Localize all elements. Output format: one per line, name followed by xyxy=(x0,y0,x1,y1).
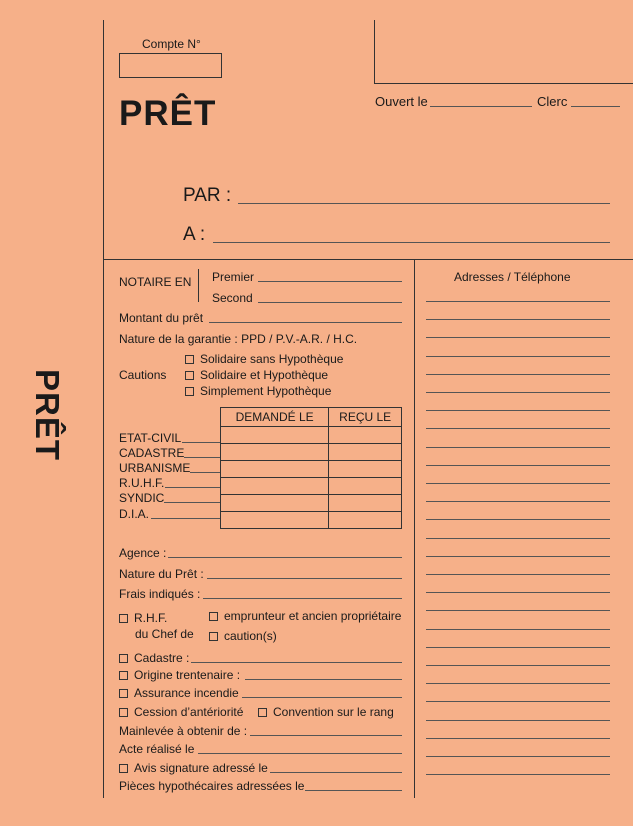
address-line[interactable] xyxy=(426,592,610,593)
checkbox[interactable] xyxy=(258,708,267,717)
address-line[interactable] xyxy=(426,665,610,666)
table-row xyxy=(221,461,402,478)
table-row xyxy=(221,495,402,512)
address-line[interactable] xyxy=(426,428,610,429)
documents-table xyxy=(220,407,402,529)
guarantee-label: Nature de la garantie : PPD / P.V.-A.R. / H.C. xyxy=(119,332,358,346)
checkbox[interactable] xyxy=(119,671,128,680)
checkbox[interactable] xyxy=(119,654,128,663)
address-line[interactable] xyxy=(426,629,610,630)
insurance-option[interactable]: Assurance incendie xyxy=(119,686,239,700)
page-title: PRÊT xyxy=(119,94,217,133)
rhf-caution-option[interactable]: caution(s) xyxy=(209,629,277,643)
deed-field[interactable] xyxy=(198,753,402,754)
caution-option-2[interactable]: Solidaire et Hypothèque xyxy=(185,368,328,382)
table-row xyxy=(221,478,402,495)
caution-option-1[interactable]: Solidaire sans Hypothèque xyxy=(185,352,343,366)
loan-nature-label: Nature du Prêt : xyxy=(119,567,204,581)
to-field[interactable] xyxy=(213,242,610,243)
release-field[interactable] xyxy=(250,735,402,736)
checkbox[interactable] xyxy=(119,708,128,717)
address-line[interactable] xyxy=(426,738,610,739)
deed-label: Acte réalisé le xyxy=(119,742,195,756)
signature-field[interactable] xyxy=(270,772,402,773)
address-line[interactable] xyxy=(426,356,610,357)
notary-divider xyxy=(198,269,199,302)
clerk-label: Clerc xyxy=(537,94,568,109)
to-label: A : xyxy=(183,224,206,245)
mortgage-docs-field[interactable] xyxy=(305,790,402,791)
rhf-option[interactable]: R.H.F. xyxy=(119,611,167,625)
row-label-urbanisme: URBANISME xyxy=(119,461,191,475)
caution-option-3[interactable]: Simplement Hypothèque xyxy=(185,384,331,398)
fees-label: Frais indiqués : xyxy=(119,587,201,601)
notary-second-label: Second xyxy=(212,291,253,305)
address-line[interactable] xyxy=(426,447,610,448)
notary-first-label: Premier xyxy=(212,270,255,284)
checkbox[interactable] xyxy=(119,689,128,698)
address-line[interactable] xyxy=(426,701,610,702)
rhf-borrower-option[interactable]: emprunteur et ancien propriétaire xyxy=(209,609,401,623)
address-line[interactable] xyxy=(426,465,610,466)
account-number-field[interactable] xyxy=(119,53,222,78)
clerk-field[interactable] xyxy=(571,106,620,107)
by-field[interactable] xyxy=(238,203,610,204)
notary-first-field[interactable] xyxy=(258,281,402,282)
header-divider-line xyxy=(374,20,375,83)
mortgage-docs-label: Pièces hypothécaires adressées le xyxy=(119,779,305,793)
fees-field[interactable] xyxy=(203,598,402,599)
loan-nature-field[interactable] xyxy=(207,578,402,579)
address-line[interactable] xyxy=(426,501,610,502)
opened-field[interactable] xyxy=(430,106,532,107)
checkbox[interactable] xyxy=(209,612,218,621)
notary-second-field[interactable] xyxy=(258,302,402,303)
opened-label: Ouvert le xyxy=(375,94,428,109)
table-row xyxy=(221,444,402,461)
cadastre-option[interactable]: Cadastre : xyxy=(119,651,189,665)
address-line[interactable] xyxy=(426,720,610,721)
address-line[interactable] xyxy=(426,774,610,775)
row-label-etat-civil: ETAT-CIVIL xyxy=(119,431,182,445)
address-line[interactable] xyxy=(426,319,610,320)
column-divider xyxy=(414,259,415,798)
account-label: Compte N° xyxy=(142,37,201,51)
rhf-line2: du Chef de xyxy=(135,627,194,641)
address-line[interactable] xyxy=(426,301,610,302)
address-line[interactable] xyxy=(426,538,610,539)
release-label: Mainlevée à obtenir de : xyxy=(119,724,248,738)
left-margin-line xyxy=(103,20,104,798)
address-line[interactable] xyxy=(426,337,610,338)
checkbox[interactable] xyxy=(185,355,194,364)
address-line[interactable] xyxy=(426,483,610,484)
origin-option[interactable]: Origine trentenaire : xyxy=(119,668,240,682)
by-label: PAR : xyxy=(183,185,232,206)
address-line[interactable] xyxy=(426,610,610,611)
cadastre-field[interactable] xyxy=(191,662,402,663)
row-label-syndic: SYNDIC xyxy=(119,491,165,505)
address-line[interactable] xyxy=(426,410,610,411)
loan-amount-label: Montant du prêt xyxy=(119,311,204,325)
addresses-header: Adresses / Téléphone xyxy=(454,270,571,284)
address-line[interactable] xyxy=(426,647,610,648)
rank-option[interactable]: Convention sur le rang xyxy=(258,705,394,719)
address-line[interactable] xyxy=(426,392,610,393)
checkbox[interactable] xyxy=(185,371,194,380)
loan-amount-field[interactable] xyxy=(209,322,402,323)
table-row xyxy=(221,512,402,529)
checkbox[interactable] xyxy=(119,614,128,623)
notary-label: NOTAIRE EN xyxy=(119,275,192,289)
address-line[interactable] xyxy=(426,574,610,575)
checkbox[interactable] xyxy=(185,387,194,396)
address-line[interactable] xyxy=(426,683,610,684)
header-box-bottom xyxy=(374,83,633,84)
agency-label: Agence : xyxy=(119,546,167,560)
row-label-ruhf: R.U.H.F. xyxy=(119,476,165,490)
received-header: REÇU LE xyxy=(329,408,402,427)
cautions-label: Cautions xyxy=(119,368,167,382)
row-label-cadastre: CADASTRE xyxy=(119,446,185,460)
address-line[interactable] xyxy=(426,374,610,375)
checkbox[interactable] xyxy=(119,764,128,773)
table-row xyxy=(221,427,402,444)
origin-field[interactable] xyxy=(245,679,402,680)
requested-header: DEMANDÉ LE xyxy=(221,408,329,427)
agency-field[interactable] xyxy=(168,557,402,558)
address-line[interactable] xyxy=(426,756,610,757)
address-line[interactable] xyxy=(426,556,610,557)
side-title: PRÊT xyxy=(29,368,66,462)
section-divider xyxy=(103,259,633,260)
row-label-dia: D.I.A. xyxy=(119,507,150,521)
address-line[interactable] xyxy=(426,519,610,520)
checkbox[interactable] xyxy=(209,632,218,641)
insurance-field[interactable] xyxy=(242,697,402,698)
priority-option[interactable]: Cession d’antériorité xyxy=(119,705,243,719)
signature-option[interactable]: Avis signature adressé le xyxy=(119,761,268,775)
